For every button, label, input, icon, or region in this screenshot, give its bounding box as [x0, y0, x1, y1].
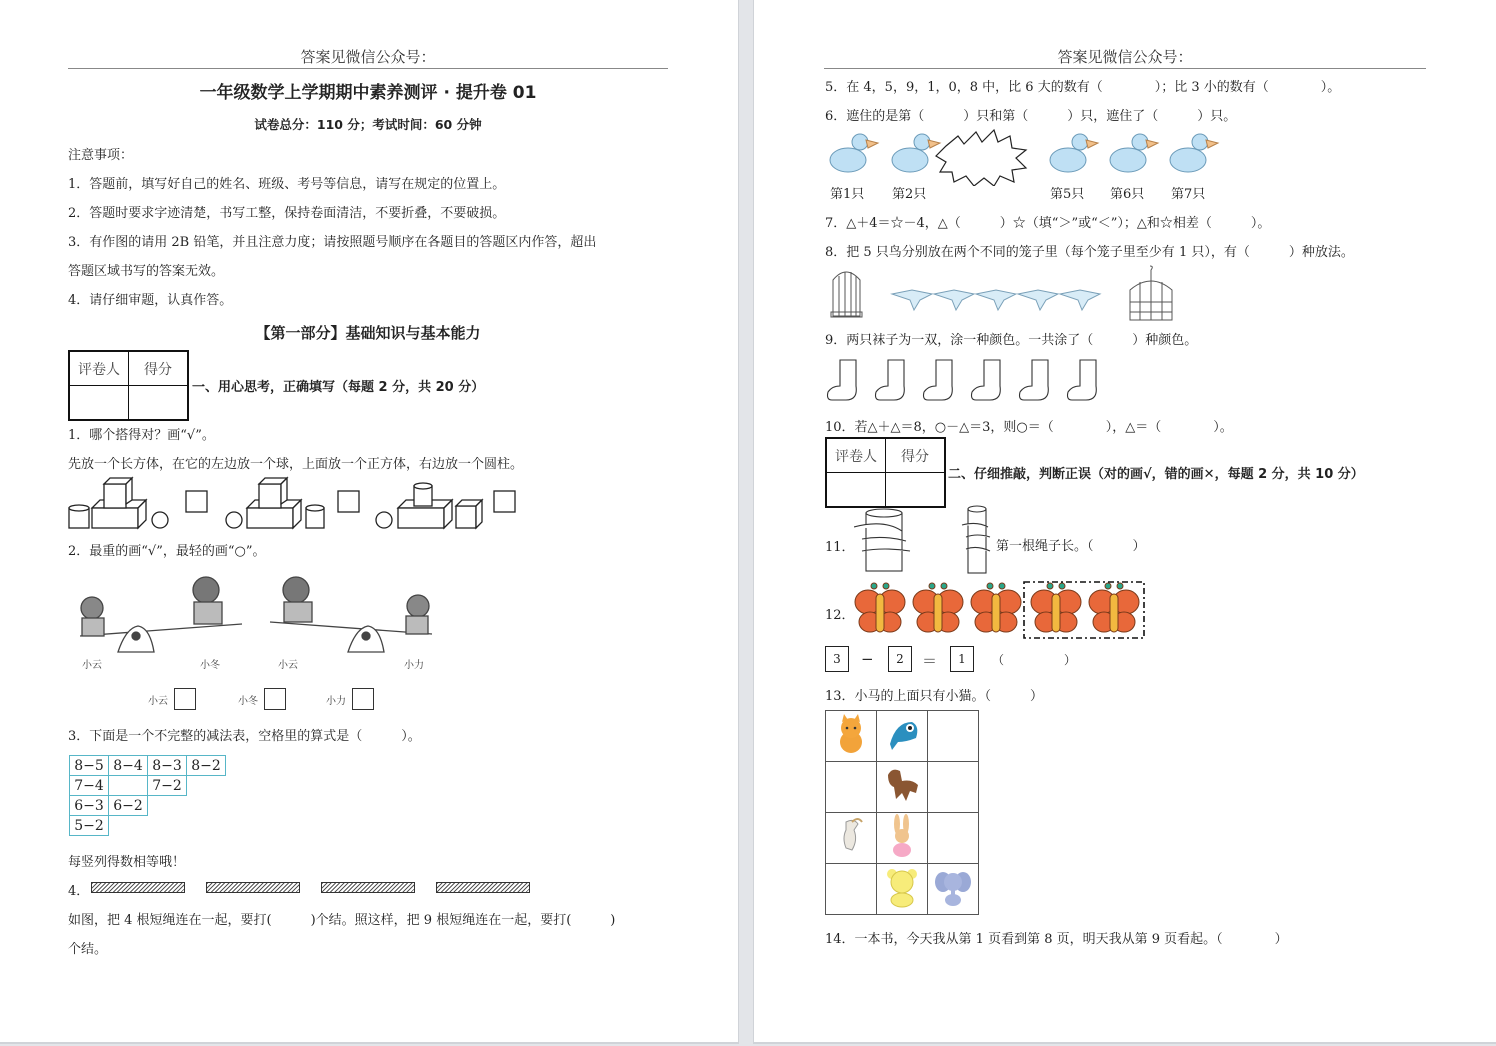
cell-empty: [826, 864, 877, 915]
q6-text: 6．遮住的是第（ ）只和第（ ）只，遮住了（ ）只。: [825, 109, 1237, 124]
q1-answer-box-1: [186, 491, 207, 512]
elephant-icon: [933, 866, 973, 908]
q6-ducks-figure: [826, 128, 1226, 186]
score-label: 得分: [886, 438, 946, 473]
header-rule: [824, 68, 1426, 69]
notice-4: 4．请仔细审题，认真作答。: [68, 293, 233, 308]
document-page-right: [753, 0, 1496, 1044]
table-cell: 8−3: [148, 756, 187, 776]
notice-1: 1．答题前，填写好自己的姓名、班级、考号等信息，请写在规定的位置上。: [68, 177, 506, 192]
score-table: [825, 437, 946, 508]
fish-icon: [882, 716, 922, 752]
starburst-cover: [936, 130, 1026, 186]
part-title: 【第一部分】基础知识与基本能力: [255, 324, 481, 342]
eq-box-3: 3: [825, 646, 849, 672]
table-cell-blank[interactable]: [109, 776, 148, 796]
equals-sign: ＝: [922, 652, 938, 670]
q8-text: 8．把 5 只鸟分别放在两个不同的笼子里（每个笼子里至少有 1 只），有（ ）种放法。: [825, 245, 1354, 260]
answer-label-xiaoyun: 小云: [148, 696, 168, 707]
q12-answer-blank[interactable]: （ ）: [992, 653, 1077, 667]
rope-3: [321, 882, 415, 893]
table-cell: 8−2: [187, 756, 226, 776]
answer-box-xiaoli[interactable]: [352, 688, 374, 710]
exam-subtitle: 试卷总分：110 分；考试时间：60 分钟: [254, 117, 482, 132]
answer-box-xiaoyun[interactable]: [174, 688, 196, 710]
q4-text: 如图，把 4 根短绳连在一起，要打( )个结。照这样，把 9 根短绳连在一起，要打( ): [68, 913, 616, 928]
figure-label-xiaoyun-1: 小云: [82, 660, 102, 671]
table-cell: 5−2: [70, 816, 109, 836]
figure-label-xiaoyun-2: 小云: [278, 660, 298, 671]
table-cell: 7−4: [70, 776, 109, 796]
table-cell: 8−4: [109, 756, 148, 776]
cell-cat: [826, 711, 877, 762]
answer-label-xiaoli: 小力: [326, 696, 346, 707]
goat-icon: [836, 816, 866, 856]
q2-seesaw-figure: [66, 568, 446, 658]
q5-text: 5．在 4，5，9，1，0，8 中，比 6 大的数有（ ）；比 3 小的数有（ ）。: [825, 80, 1341, 95]
document-page-left: [0, 0, 739, 1044]
rabbit-icon: [885, 814, 919, 858]
q3-text: 3．下面是一个不完整的减法表，空格里的算式是（ ）。: [68, 729, 421, 744]
score-cell[interactable]: [129, 386, 189, 421]
q9-text: 9．两只袜子为一双，涂一种颜色。一共涂了（ ）种颜色。: [825, 333, 1198, 348]
figure-label-xiaoli: 小力: [404, 660, 424, 671]
cell-rabbit: [877, 813, 928, 864]
cell-bear: [877, 864, 928, 915]
duck-label-7: 第7只: [1171, 187, 1206, 202]
rope-2: [206, 882, 300, 893]
cell-goat: [826, 813, 877, 864]
q12-label: 12．: [825, 608, 855, 623]
notice-3-cont: 答题区域书写的答案无效。: [68, 264, 225, 279]
q12-butterflies-figure: [852, 580, 1148, 640]
q13-animal-grid: [825, 710, 979, 915]
table-cell: 6−2: [109, 796, 148, 816]
subtraction-table: [69, 755, 226, 836]
q8-cages-birds-figure: [828, 264, 1188, 322]
cell-horse: [877, 762, 928, 813]
q2-text: 2．最重的画“√”，最轻的画“○”。: [68, 544, 266, 559]
reviewer-label: 评卷人: [69, 351, 129, 386]
notice-2: 2．答题时要求字迹清楚，书写工整，保持卷面清洁，不要折叠，不要破损。: [68, 206, 506, 221]
score-table: [68, 350, 189, 421]
notice-heading: 注意事项：: [68, 148, 134, 163]
reviewer-cell[interactable]: [69, 386, 129, 421]
eq-box-2: 2: [888, 646, 912, 672]
cell-empty: [826, 762, 877, 813]
q1-instruction: 先放一个长方体，在它的左边放一个球，上面放一个正方体，右边放一个圆柱。: [68, 457, 524, 472]
page-header: 答案见微信公众号：: [1057, 48, 1193, 66]
minus-sign: −: [861, 650, 874, 668]
reviewer-label: 评卷人: [826, 438, 886, 473]
cell-elephant: [928, 864, 979, 915]
table-cell: 8−5: [70, 756, 109, 776]
duck-label-6: 第6只: [1110, 187, 1145, 202]
rope-4: [436, 882, 530, 893]
rope-1: [91, 882, 185, 893]
table-cell: 7−2: [148, 776, 187, 796]
cell-empty: [928, 813, 979, 864]
cell-empty: [928, 711, 979, 762]
cell-fish: [877, 711, 928, 762]
table-cell: 6−3: [70, 796, 109, 816]
exam-title: 一年级数学上学期期中素养测评 · 提升卷 01: [199, 83, 537, 103]
bear-icon: [882, 866, 922, 908]
q3-note: 每竖列得数相等哦！: [68, 855, 186, 870]
notice-3: 3．有作图的请用 2B 铅笔，并且注意力度；请按照题号顺序在各题目的答题区内作答，超出: [68, 235, 597, 250]
eq-box-1: 1: [950, 646, 974, 672]
q1-text: 1．哪个搭得对？画“√”。: [68, 428, 215, 443]
q1-blocks-figure: [66, 474, 526, 534]
score-label: 得分: [129, 351, 189, 386]
figure-label-xiaodong: 小冬: [200, 660, 220, 671]
section1-title: 一、用心思考，正确填写（每题 2 分，共 20 分）: [192, 380, 485, 395]
q4-label: 4．: [68, 884, 90, 899]
q13-text: 13．小马的上面只有小猫。（ ）: [825, 689, 1044, 704]
q11-text: 第一根绳子长。（ ）: [996, 539, 1146, 554]
q7-text: 7．△＋4＝☆－4，△（ ）☆（填“＞”或“＜”）；△和☆相差（ ）。: [825, 216, 1271, 231]
page-header: 答案见微信公众号：: [300, 48, 436, 66]
horse-icon: [882, 765, 922, 805]
reviewer-cell[interactable]: [826, 473, 886, 508]
answer-label-xiaodong: 小冬: [238, 696, 258, 707]
answer-box-xiaodong[interactable]: [264, 688, 286, 710]
duck-label-2: 第2只: [892, 187, 927, 202]
q4-text-cont: 个结。: [68, 942, 108, 957]
header-rule: [68, 68, 668, 69]
q10-text: 10．若△＋△＝8，○－△＝3，则○＝（ ），△＝（ ）。: [825, 420, 1233, 435]
duck-label-5: 第5只: [1050, 187, 1085, 202]
q9-socks-figure: [826, 356, 1116, 404]
q11-label: 11．: [825, 540, 855, 555]
section2-title: 二、仔细推敲，判断正误（对的画√，错的画✕，每题 2 分，共 10 分）: [948, 467, 1364, 482]
duck-label-1: 第1只: [830, 187, 865, 202]
score-cell[interactable]: [886, 473, 946, 508]
q14-text: 14．一本书，今天我从第 1 页看到第 8 页，明天我从第 9 页看起。（ ）: [825, 932, 1288, 947]
cell-empty: [928, 762, 979, 813]
cat-icon: [833, 714, 869, 754]
q11-cylinders-figure: [854, 505, 994, 577]
